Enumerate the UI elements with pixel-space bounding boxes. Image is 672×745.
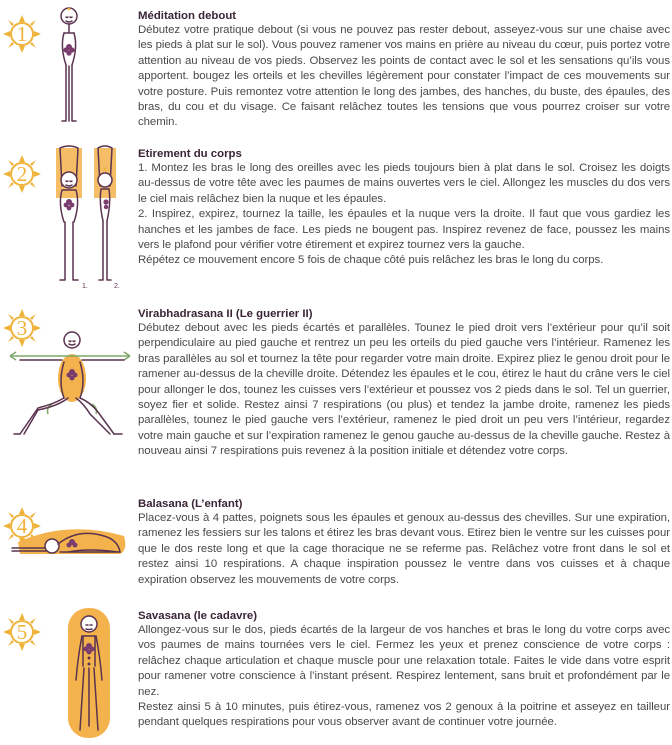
yoga-figure-icon bbox=[6, 322, 136, 445]
pose-title: Virabhadrasana II (Le guerrier II) bbox=[138, 308, 313, 320]
pose-text bbox=[138, 610, 670, 731]
pose-text bbox=[138, 308, 670, 460]
pose-section-4 bbox=[0, 498, 672, 598]
pose-section-2 bbox=[0, 140, 672, 308]
pose-paragraph: 2. Inspirez, expirez, tournez la taille, les épaules et la nuque vers la droite. Il faut que vous gardiez les hanches et les jambes de face. Les pieds ne bougent pas. Inspirez revenez de face, poussez les mains vers le plafond pour vérifier votre étirement et expirez tournez vers la gauche. bbox=[138, 208, 670, 252]
pose-paragraph: Restez ainsi 5 à 10 minutes, puis étirez-vous, ramenez vos 2 genoux à la poitrine et asseyez en tailleur pendant quelques respirations pour vous observer avant de continuer votre journée. bbox=[138, 701, 670, 729]
pose-paragraph: Débutez debout avec les pieds écartés et parallèles. Tounez le pied droit vers l’extérieur pour qu’il soit perpendiculaire au pied gauche et rentrez un peu les orteils du pied gauche vers l’intérieur. Ramenez les bras parallèles au sol et tournez la tête pour regarder votre main droite. Expirez pliez le genou droit pour le ramener au-dessus de la cheville droite. Détendez les épaules et le cou, étirez le haut du crâne vers le ciel pour allonger le dos, tounez les cuisses vers l’extérieur et poussez vos 2 pieds dans le sol. Tel un guerrier, soyez fier et solide. Restez ainsi 7 respirations (ou plus) et tendez la jambe droite, ramenez les pieds parallèles, tounez le pied gauche vers l’extérieur, ramenez le pied droit un peu vers l’intérieur, regardez votre main gauche et sur l’expiration ramenez le genou gauche au-dessus de la cheville gauche. Restez à nouveau ainsi 7 respirations puis revenez à la position initiale et détendez votre corps. bbox=[138, 322, 670, 458]
pose-number: 3 bbox=[16, 316, 28, 340]
pose-paragraph: Allongez-vous sur le dos, pieds écartés de la largeur de vos hanches et bras le long du votre corps avec vos paumes de mains tournées vers le ciel. Fermez les yeux et prenez conscience de votre corps : relâchez chaque articulation et chaque muscle pour une relaxation totale. Faites le vide dans votre esprit pour ramener votre conscience à l’instant présent. Respirez lentement, sans bruit et profondément par le nez. bbox=[138, 624, 670, 698]
pose-paragraph: 1. Montez les bras le long des oreilles avec les pieds toujours bien à plat dans le sol. Croisez les doigts au-dessus de votre tête avec les paumes de mains ouvertes vers le ciel. Allongez les muscles du dos vers le ciel mais relâchez bien la nuque et les épaules. bbox=[138, 162, 670, 205]
pose-section-1 bbox=[0, 0, 672, 140]
yoga-figure-icon bbox=[54, 6, 84, 137]
yoga-figure-icon bbox=[52, 144, 86, 295]
pose-text bbox=[138, 498, 670, 588]
pose-title: Méditation debout bbox=[138, 10, 237, 22]
sun-badge-icon bbox=[2, 154, 42, 194]
pose-title: Balasana (L’enfant) bbox=[138, 498, 243, 510]
figure-label: 2. bbox=[114, 283, 120, 290]
pose-section-5 bbox=[0, 604, 672, 740]
pose-number: 2 bbox=[16, 162, 28, 186]
pose-number: 4 bbox=[16, 514, 28, 538]
pose-title: Savasana (le cadavre) bbox=[138, 610, 258, 622]
pose-text bbox=[138, 10, 670, 131]
yoga-figure-icon bbox=[66, 606, 112, 745]
sun-badge-icon bbox=[2, 14, 42, 54]
chakra-flower-icon bbox=[63, 44, 74, 56]
yoga-figure-icon bbox=[8, 518, 132, 563]
pose-section-3 bbox=[0, 308, 672, 498]
sun-badge-icon bbox=[2, 612, 42, 652]
pose-text bbox=[138, 148, 670, 269]
pose-title: Etirement du corps bbox=[138, 148, 242, 160]
pose-number: 5 bbox=[16, 620, 28, 644]
figure-label: 1. bbox=[82, 283, 88, 290]
pose-number: 1 bbox=[16, 22, 28, 46]
pose-paragraph: Répétez ce mouvement encore 5 fois de chaque côté puis relâchez les bras le long du corps. bbox=[138, 254, 604, 267]
yoga-figure-icon bbox=[88, 144, 126, 295]
pose-paragraph: Débutez votre pratique debout (si vous ne pouvez pas rester debout, asseyez-vous sur une chaise avec les pieds à plat sur le sol). Vous pouvez ramener vos mains en prière au niveau du cœur, puis portez votre attention au niveau de vos pieds. Observez les points de contact avec le sol et les sensations qu’ils vous apportent. bougez les orteils et les chevilles légèrement pour constater l’impact de ces mouvements sur votre posture. Puis remontez votre attention le long des jambes, des hanches, du buste, des épaules, des bras, du cou et du visage. Ce faisant relâchez toutes les tensions que vous pourrez croiser sur votre chemin. bbox=[138, 24, 670, 129]
pose-paragraph: Placez-vous à 4 pattes, poignets sous les épaules et genoux au-dessus des chevilles. Sur une expiration, ramenez les fessiers sur les talons et étirez les bras devant vous. Etirez bien le ventre sur les cuisses pour que le dos reste long et que la cage thoracique ne se referme pas. Relâchez votre front dans le sol et restez ainsi 10 respirations. A chaque inspiration poussez le ventre dans vos cuisses et à chaque expiration observez les mouvements de votre corps. bbox=[138, 512, 670, 586]
